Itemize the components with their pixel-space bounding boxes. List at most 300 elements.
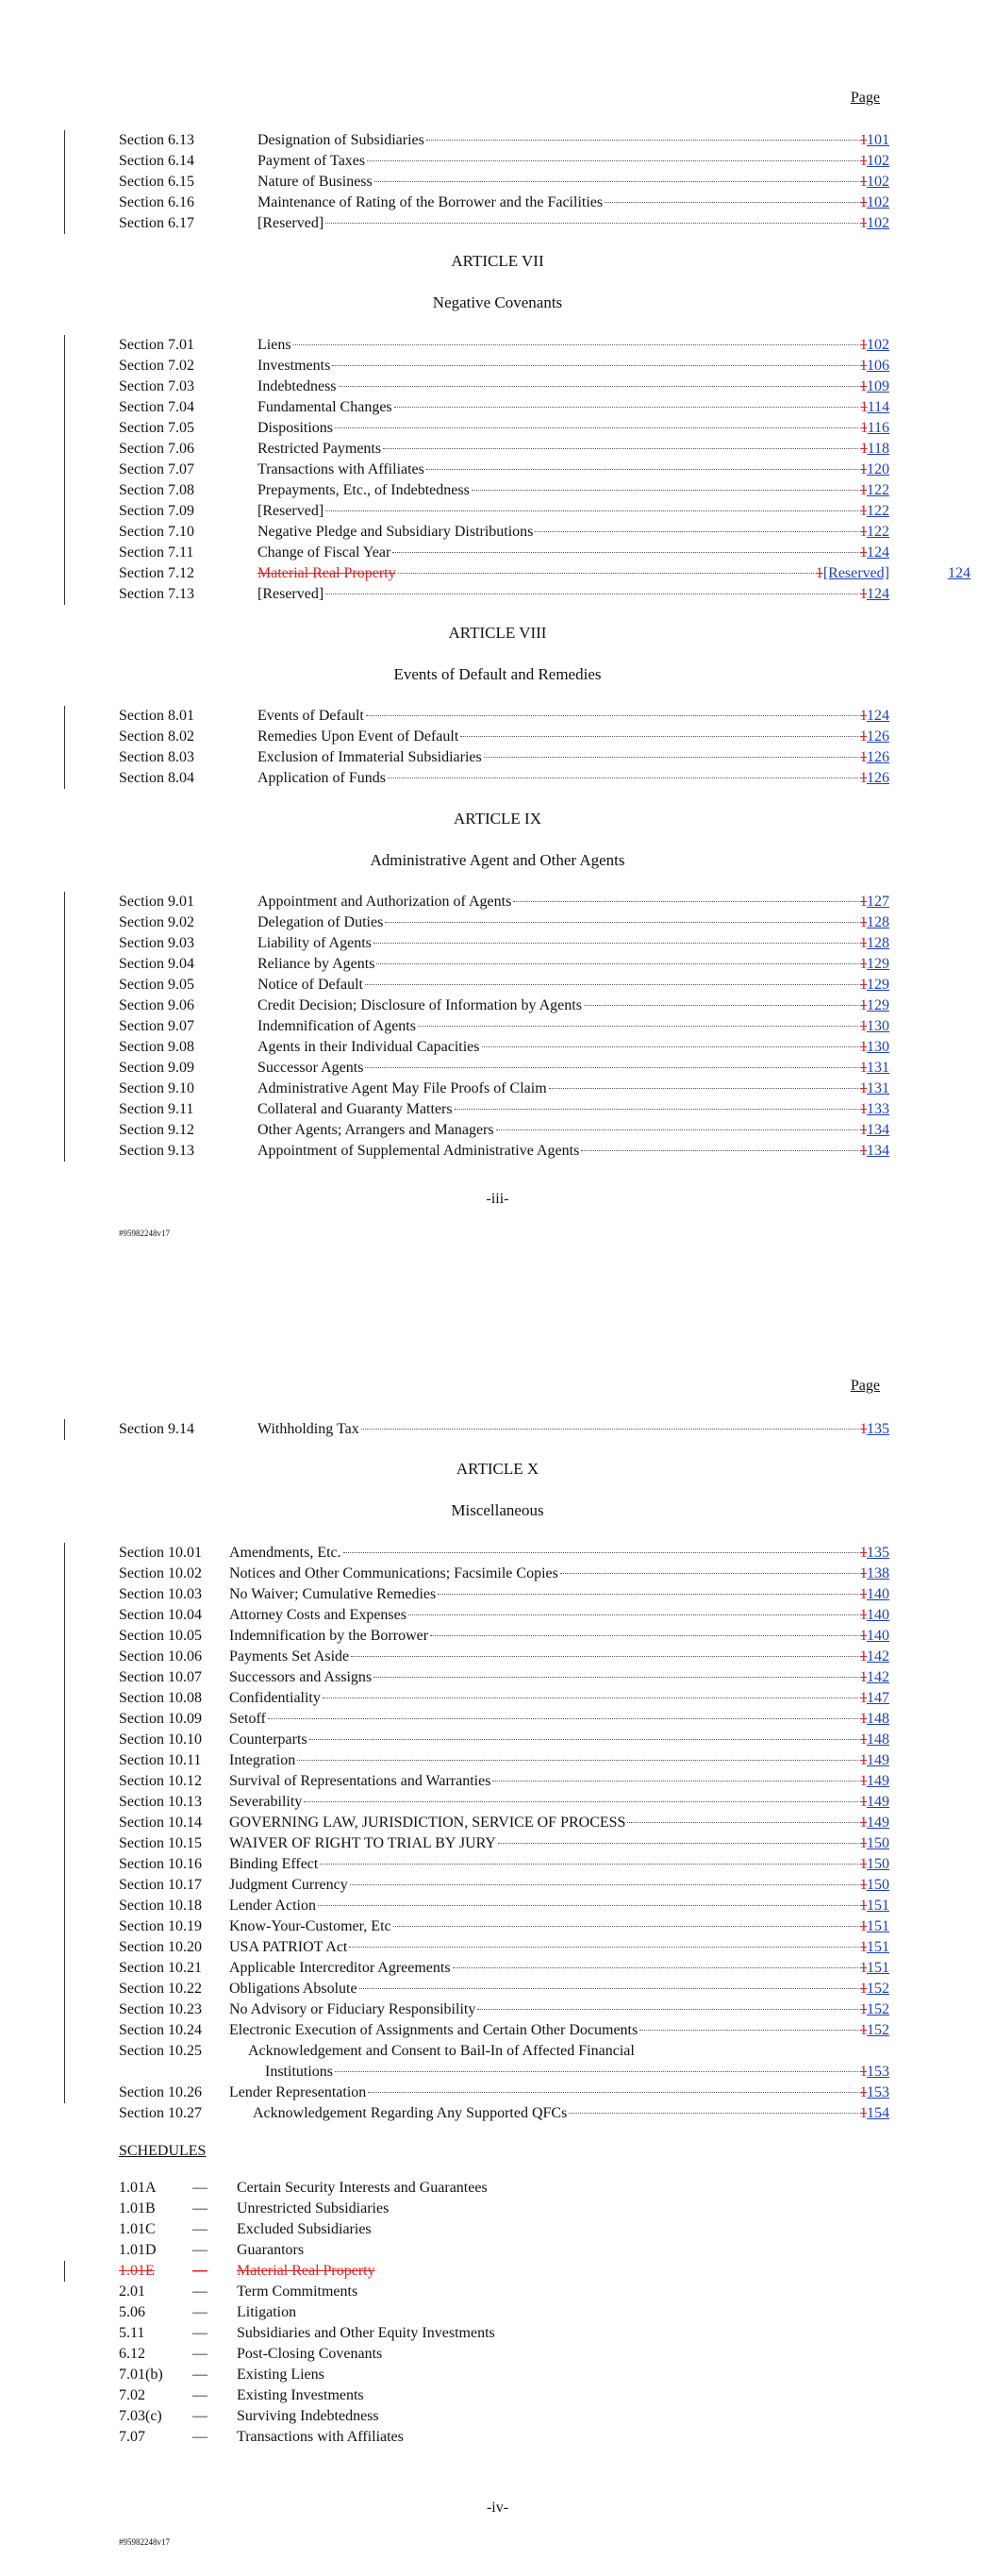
- section-number: Section 7.11: [119, 544, 194, 560]
- section-number: Section 10.07: [119, 1669, 202, 1685]
- schedule-dash: —: [192, 2304, 207, 2320]
- section-title: Applicable Intercreditor Agreements: [229, 1960, 451, 1976]
- toc-entry[interactable]: [119, 1833, 889, 1854]
- new-page-number: 127: [867, 894, 889, 910]
- toc-entry[interactable]: [119, 892, 889, 912]
- section-number: Section 9.09: [119, 1060, 194, 1076]
- toc-entry[interactable]: [119, 397, 889, 418]
- new-page-number: 151: [867, 1939, 889, 1955]
- toc-entry[interactable]: [119, 933, 889, 954]
- dot-leader: [627, 1822, 857, 1823]
- section-title: Restricted Payments: [257, 441, 382, 457]
- section-title-line: [229, 1647, 889, 1667]
- section-title-line: [229, 1688, 889, 1709]
- dot-leader: [498, 1843, 858, 1844]
- new-page-number: 150: [867, 1835, 889, 1851]
- section-number: Section 10.17: [119, 1877, 202, 1893]
- section-number: Section 10.11: [119, 1752, 202, 1768]
- dot-leader: [484, 757, 858, 758]
- toc-entry[interactable]: [119, 1875, 889, 1896]
- change-bar: [64, 892, 65, 1162]
- new-page-number: 148: [867, 1731, 889, 1748]
- section-number: Section 10.08: [119, 1690, 202, 1706]
- section-number: Section 10.26: [119, 2084, 202, 2100]
- document-id: #95982248v17: [119, 2537, 170, 2547]
- toc-entry[interactable]: [119, 1750, 889, 1771]
- section-title-line: [229, 1605, 889, 1626]
- toc-entry[interactable]: [119, 563, 889, 584]
- old-page-number: 1: [859, 461, 867, 477]
- new-page-number: 138: [867, 1565, 889, 1581]
- toc-entry[interactable]: [119, 1120, 889, 1141]
- new-page-number: 120: [867, 461, 889, 477]
- old-page-number: 1: [859, 977, 867, 993]
- article-subheading: Administrative Agent and Other Agents: [370, 851, 625, 869]
- old-page-number: 1: [859, 1545, 867, 1561]
- toc-page-iv: [0, 1288, 995, 2576]
- section-title: No Advisory or Fiduciary Responsibility: [229, 2001, 476, 2017]
- toc-entry[interactable]: [119, 1937, 889, 1958]
- section-title: [Reserved]: [257, 503, 324, 519]
- toc-entry[interactable]: [119, 1016, 889, 1037]
- page-ref: [860, 172, 889, 192]
- section-number: Section 6.15: [119, 174, 194, 190]
- page-ref: [860, 501, 889, 522]
- toc-entry-continuation[interactable]: [119, 2062, 889, 2083]
- new-page-number: 101: [867, 132, 889, 148]
- new-page-number: 128: [867, 914, 889, 930]
- toc-entry[interactable]: [119, 1626, 889, 1647]
- old-page-number: 1: [859, 153, 867, 169]
- section-number: Section 10.01: [119, 1545, 202, 1561]
- page-ref: [860, 1564, 889, 1584]
- toc-entry[interactable]: [119, 1792, 889, 1813]
- page-ref: [860, 1141, 889, 1162]
- section-number: Section 7.12: [119, 565, 194, 581]
- page-ref: [860, 1896, 889, 1916]
- page-ref: [860, 975, 889, 995]
- toc-group-10-25: [119, 2041, 889, 2083]
- toc-entry[interactable]: [119, 376, 889, 397]
- old-page-number: 1: [859, 1607, 867, 1623]
- new-page-number: 140: [867, 1607, 889, 1623]
- dot-leader: [392, 552, 857, 553]
- change-bar: [64, 2261, 65, 2282]
- old-page-number: 1: [859, 1018, 867, 1034]
- section-title: Credit Decision; Disclosure of Information by Agents: [257, 997, 582, 1013]
- new-page-number: 152: [867, 2022, 889, 2038]
- section-title-line: [257, 192, 889, 213]
- section-title: Investments: [257, 358, 331, 374]
- old-page-number: 1: [815, 565, 823, 581]
- section-number: Section 7.07: [119, 461, 194, 477]
- new-page-number: 102: [867, 153, 889, 169]
- toc-entry[interactable]: [119, 356, 889, 376]
- page-ref: [860, 1958, 889, 1979]
- dot-leader: [393, 1926, 858, 1927]
- toc-entry[interactable]: [119, 192, 889, 213]
- toc-entry[interactable]: [119, 912, 889, 933]
- section-title-line: [257, 706, 889, 727]
- toc-entry[interactable]: [119, 1979, 889, 1999]
- section-title-line: [229, 1709, 889, 1730]
- section-number: Section 9.12: [119, 1122, 194, 1138]
- dot-leader: [418, 1026, 858, 1027]
- section-number: Section 9.05: [119, 977, 194, 993]
- section-title-line: [257, 747, 889, 768]
- change-bar: [64, 1419, 65, 1440]
- section-title-line: [257, 376, 889, 397]
- new-page-number: 126: [867, 770, 889, 786]
- toc-entry[interactable]: [119, 995, 889, 1016]
- new-page-number: 152: [867, 2001, 889, 2017]
- page-ref: [860, 1079, 889, 1099]
- section-title: Administrative Agent May File Proofs of Claim: [257, 1080, 547, 1096]
- section-title: Reliance by Agents: [257, 956, 375, 972]
- section-title: Severability: [229, 1794, 303, 1810]
- toc-entry[interactable]: [119, 768, 889, 789]
- dot-leader: [584, 1005, 858, 1006]
- toc-entry[interactable]: [119, 543, 889, 563]
- toc-entry[interactable]: [119, 460, 889, 480]
- dot-leader: [335, 427, 858, 428]
- schedule-row: [119, 2406, 685, 2427]
- toc-entry[interactable]: [119, 130, 889, 151]
- page-ref: [860, 397, 889, 418]
- section-title-line: [229, 1958, 889, 1979]
- toc-entry[interactable]: [119, 1079, 889, 1099]
- dot-leader: [430, 1635, 858, 1636]
- new-page-number: 124: [867, 586, 889, 602]
- old-page-number: 1: [859, 935, 867, 951]
- section-title-line: [257, 975, 889, 995]
- old-page-number: 1: [859, 586, 867, 602]
- old-page-number: 1: [860, 441, 868, 457]
- schedule-dash: —: [192, 2283, 207, 2300]
- new-page-number: 135: [867, 1545, 889, 1561]
- change-bar: [64, 2062, 65, 2103]
- schedule-dash: —: [192, 2346, 207, 2362]
- old-page-number: 1: [859, 132, 867, 148]
- section-number: Section 9.02: [119, 914, 194, 930]
- section-title: Setoff: [229, 1711, 266, 1727]
- page-ref: [860, 1709, 889, 1730]
- page-ref: [860, 130, 889, 151]
- toc-entry[interactable]: [119, 584, 889, 605]
- new-page-number: 151: [867, 1918, 889, 1934]
- toc-entry[interactable]: [119, 727, 889, 747]
- section-title: Other Agents; Arrangers and Managers: [257, 1122, 494, 1138]
- old-page-number: 1: [859, 2064, 867, 2080]
- dot-leader: [366, 715, 858, 716]
- page-ref: [860, 356, 889, 376]
- section-number: Section 8.02: [119, 728, 194, 744]
- dot-leader: [297, 1760, 857, 1761]
- old-page-number: 1: [859, 1628, 867, 1644]
- schedule-name: Post-Closing Covenants: [237, 2346, 383, 2362]
- change-bar: [64, 1543, 65, 2062]
- dot-leader: [560, 1573, 858, 1574]
- toc-entry[interactable]: [119, 1896, 889, 1916]
- toc-entry[interactable]: [119, 706, 889, 727]
- new-page-number: 148: [867, 1711, 889, 1727]
- section-title: Indemnification of Agents: [257, 1018, 416, 1034]
- toc-entry[interactable]: [119, 1854, 889, 1875]
- section-title-line: [257, 995, 889, 1016]
- section-number: Section 7.08: [119, 482, 194, 498]
- section-title-line: [257, 1120, 889, 1141]
- toc-entry[interactable]: [119, 1730, 889, 1750]
- old-page-number: 1: [859, 749, 867, 765]
- page-ref: [860, 1813, 889, 1833]
- section-number: Section 6.17: [119, 215, 194, 231]
- schedule-code: 1.01A: [119, 2180, 157, 2196]
- dot-leader: [455, 1109, 858, 1110]
- old-page-number: 1: [859, 1080, 867, 1096]
- new-page-text: [Reserved]: [822, 565, 889, 581]
- new-page-number: 131: [867, 1060, 889, 1076]
- section-number: Section 10.20: [119, 1939, 202, 1955]
- section-number: Section 10.10: [119, 1731, 202, 1748]
- page-ref: [860, 1937, 889, 1958]
- old-page-number: 1: [859, 1815, 867, 1831]
- toc-entry[interactable]: [119, 1813, 889, 1833]
- old-page-number: 1: [859, 1877, 867, 1893]
- section-title-line: [229, 1937, 889, 1958]
- article-subheading: Negative Covenants: [432, 293, 563, 311]
- dot-leader: [376, 963, 857, 964]
- section-number: Section 10.21: [119, 1960, 202, 1976]
- section-title-line: [229, 1813, 889, 1833]
- dot-leader: [373, 1677, 857, 1678]
- schedule-name: Excluded Subsidiaries: [237, 2221, 372, 2237]
- section-number: Section 10.03: [119, 1586, 202, 1602]
- section-title-line2: Institutions: [265, 2064, 334, 2080]
- toc-entry[interactable]: [119, 1543, 889, 1564]
- toc-entry[interactable]: [119, 151, 889, 172]
- toc-entry[interactable]: [119, 1099, 889, 1120]
- section-title: Fundamental Changes: [257, 399, 392, 415]
- page-ref: [860, 1584, 889, 1605]
- dot-leader: [460, 736, 857, 737]
- section-title: Confidentiality: [229, 1690, 321, 1706]
- dot-leader: [367, 160, 857, 161]
- section-title: Prepayments, Etc., of Indebtedness: [257, 482, 470, 498]
- section-number: Section 10.04: [119, 1607, 202, 1623]
- toc-entry[interactable]: [119, 2020, 889, 2041]
- section-title-line: [257, 335, 889, 356]
- page-ref: [860, 1730, 889, 1750]
- schedule-row: [119, 2282, 685, 2302]
- toc-group: [119, 706, 889, 789]
- schedule-name: Transactions with Affiliates: [237, 2429, 404, 2445]
- toc-entry[interactable]: [119, 480, 889, 501]
- old-page-number: 1: [859, 1101, 867, 1117]
- new-page-number: 152: [867, 1981, 889, 1997]
- schedule-name: Subsidiaries and Other Equity Investments: [237, 2325, 495, 2341]
- section-title: Notice of Default: [257, 977, 363, 993]
- dot-leader: [477, 2009, 857, 2010]
- dot-leader: [332, 365, 857, 366]
- dot-leader: [394, 407, 859, 408]
- page-ref: [860, 1999, 889, 2020]
- toc-entry[interactable]: [119, 522, 889, 543]
- dot-leader: [304, 1801, 857, 1802]
- new-page-number: 149: [867, 1794, 889, 1810]
- toc-entry[interactable]: [119, 418, 889, 439]
- dot-leader: [268, 1718, 858, 1719]
- schedule-dash: —: [192, 2408, 207, 2424]
- section-number: Section 9.10: [119, 1080, 194, 1096]
- toc-entry[interactable]: [119, 954, 889, 975]
- toc-entry[interactable]: [119, 1771, 889, 1792]
- section-title: Payment of Taxes: [257, 153, 366, 169]
- page-ref: [860, 439, 889, 460]
- section-title-line: [257, 460, 889, 480]
- page-ref: [860, 892, 889, 912]
- new-page-number: 126: [867, 728, 889, 744]
- old-page-number: 1: [859, 1711, 867, 1727]
- old-page-number: 1: [859, 1794, 867, 1810]
- schedule-code: 1.01B: [119, 2200, 156, 2216]
- page-ref: [860, 1979, 889, 1999]
- section-title-line: [257, 213, 889, 234]
- schedule-code: 7.03(c): [119, 2408, 162, 2424]
- page-ref: [860, 1647, 889, 1667]
- section-title: Appointment of Supplemental Administrative Agents: [257, 1143, 580, 1159]
- dot-leader: [569, 2113, 857, 2114]
- article-subheading: Miscellaneous: [451, 1501, 544, 1519]
- old-page-number: 1: [859, 1752, 867, 1768]
- old-page-number: 1: [860, 420, 868, 436]
- section-number: Section 10.24: [119, 2022, 202, 2038]
- toc-entry[interactable]: [119, 1058, 889, 1079]
- toc-entry[interactable]: [119, 439, 889, 460]
- toc-entry[interactable]: [119, 1141, 889, 1162]
- schedule-code: 7.07: [119, 2429, 145, 2445]
- new-page-number: 114: [867, 399, 889, 415]
- section-title-line: [229, 1833, 889, 1854]
- dot-leader: [343, 1552, 858, 1553]
- section-title: USA PATRIOT Act: [229, 1939, 348, 1955]
- dot-leader: [318, 1905, 858, 1906]
- section-title-deleted: Material Real Property: [257, 565, 396, 581]
- toc-group: [119, 130, 889, 234]
- dot-leader: [368, 2092, 857, 2093]
- page-ref: [860, 1688, 889, 1709]
- section-number: Section 9.08: [119, 1039, 194, 1055]
- toc-entry[interactable]: [119, 1564, 889, 1584]
- section-title-line: [257, 1099, 889, 1120]
- new-page-number: 135: [867, 1421, 889, 1437]
- toc-group-9-14: [119, 1419, 889, 1440]
- page-ref: [860, 1875, 889, 1896]
- section-title-line: [257, 397, 889, 418]
- toc-entry[interactable]: [119, 213, 889, 234]
- schedule-dash: —: [192, 2387, 207, 2403]
- section-number: Section 9.04: [119, 956, 194, 972]
- section-number: Section 10.13: [119, 1794, 202, 1810]
- schedule-code: 7.02: [119, 2387, 145, 2403]
- section-number: Section 7.06: [119, 441, 194, 457]
- section-title: Negative Pledge and Subsidiary Distributions: [257, 524, 534, 540]
- toc-entry[interactable]: [119, 1688, 889, 1709]
- toc-entry[interactable]: [119, 2103, 889, 2124]
- toc-entry[interactable]: [119, 2041, 889, 2062]
- toc-entry[interactable]: [119, 1709, 889, 1730]
- new-page-number: 102: [867, 337, 889, 353]
- new-page-number: 129: [867, 997, 889, 1013]
- section-number: Section 7.10: [119, 524, 194, 540]
- section-title-line: [257, 172, 889, 192]
- toc-entry[interactable]: [119, 1999, 889, 2020]
- dot-leader: [535, 531, 857, 532]
- schedule-code: 1.01E: [119, 2263, 155, 2279]
- toc-entry[interactable]: [119, 1667, 889, 1688]
- old-page-number: 1: [859, 1835, 867, 1851]
- toc-entry[interactable]: [119, 172, 889, 192]
- new-page-number: 147: [867, 1690, 889, 1706]
- section-title-line: [257, 1058, 889, 1079]
- dot-leader: [496, 1129, 858, 1130]
- section-number: Section 9.01: [119, 894, 194, 910]
- section-title: Notices and Other Communications; Facsimile Copies: [229, 1565, 558, 1581]
- schedule-row: [119, 2427, 685, 2448]
- section-title-line: [229, 1564, 889, 1584]
- change-bar: [64, 130, 65, 234]
- old-page-number: 1: [859, 1731, 867, 1748]
- section-title-line: [229, 1979, 889, 1999]
- new-page-number: 106: [867, 358, 889, 374]
- dot-leader: [325, 510, 857, 511]
- new-page-number: 151: [867, 1898, 889, 1914]
- page-ref: [860, 912, 889, 933]
- schedule-code: 2.01: [119, 2283, 145, 2300]
- toc-entry[interactable]: [119, 1419, 889, 1440]
- toc-entry[interactable]: [119, 747, 889, 768]
- toc-entry[interactable]: [119, 501, 889, 522]
- schedule-dash: —: [192, 2263, 207, 2279]
- new-page-number: 140: [867, 1628, 889, 1644]
- toc-entry[interactable]: [119, 1647, 889, 1667]
- section-title: Nature of Business: [257, 174, 373, 190]
- section-number: Section 7.09: [119, 503, 194, 519]
- dot-leader: [365, 1067, 857, 1068]
- toc-entry[interactable]: [119, 1605, 889, 1626]
- toc-group-7-12: [119, 563, 889, 605]
- toc-entry[interactable]: [119, 975, 889, 995]
- toc-entry[interactable]: [119, 1037, 889, 1058]
- toc-entry[interactable]: [119, 1958, 889, 1979]
- dot-leader: [365, 984, 858, 985]
- toc-entry[interactable]: [119, 1916, 889, 1937]
- schedule-name: Term Commitments: [237, 2283, 358, 2300]
- section-title: Delegation of Duties: [257, 914, 384, 930]
- page-footer-number: -iii-: [486, 1191, 509, 1207]
- section-title: Appointment and Authorization of Agents: [257, 894, 512, 910]
- toc-entry[interactable]: [119, 335, 889, 356]
- section-title: GOVERNING LAW, JURISDICTION, SERVICE OF PROCESS: [229, 1815, 626, 1831]
- dot-leader: [426, 140, 858, 141]
- article-heading: ARTICLE VII: [451, 252, 544, 270]
- section-title-line: [229, 1543, 889, 1564]
- old-page-number: 1: [859, 1565, 867, 1581]
- new-page-number: 129: [867, 956, 889, 972]
- old-page-number: 1: [859, 1669, 867, 1685]
- schedule-row: [119, 2240, 685, 2261]
- toc-entry[interactable]: [119, 1584, 889, 1605]
- toc-entry[interactable]: [119, 2083, 889, 2103]
